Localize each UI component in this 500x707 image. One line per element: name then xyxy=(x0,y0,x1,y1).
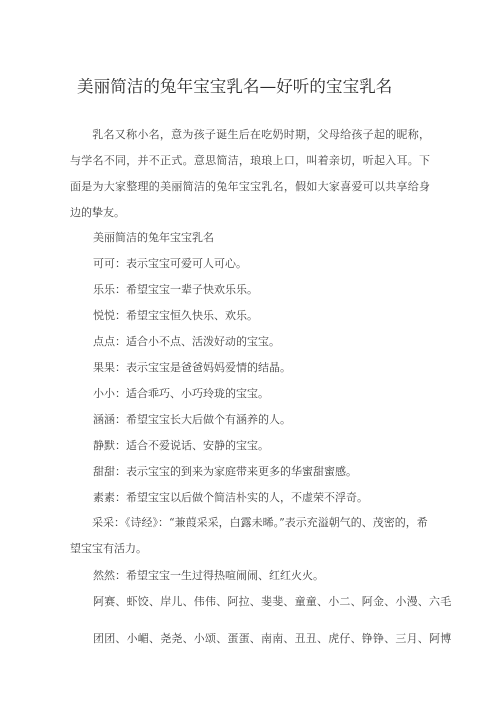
intro-paragraph xyxy=(70,122,430,226)
name-list-line: 团团、小嵋、尧尧、小颂、蛋蛋、南南、丑丑、虎仔、铮铮、三月、阿博 xyxy=(93,632,452,645)
name-entry: 素素：希望宝宝以后做个简洁朴实的人，不虚荣不浮奇。 xyxy=(93,491,368,504)
intro-text: 乳名又称小名，意为孩子诞生后在吃奶时期，父母给孩子起的昵称，与学名不同，并不正式。意思简洁，琅琅上口，叫着亲切，听起入耳。下面是为大家整理的美丽简洁的兔年宝宝乳名，假如大家喜爱可以共享给身边的挚友。 xyxy=(70,128,430,219)
name-entry: 点点：适合小不点、活泼好动的宝宝。 xyxy=(93,335,280,348)
name-entry: 小小：适合乖巧、小巧玲珑的宝宝。 xyxy=(93,387,269,400)
caicai-text: 采采：《诗经》：“兼葭采采，白露未晞。”表示充溢朝气的、茂密的，希望宝宝有活力。 xyxy=(70,516,428,555)
name-entry-caicai xyxy=(70,510,432,562)
name-entry: 涵涵：希望宝宝长大后做个有涵养的人。 xyxy=(93,413,291,426)
name-entry: 静默：适合不爱说话、安静的宝宝。 xyxy=(93,439,269,452)
name-entry: 悦悦：希望宝宝恒久快乐、欢乐。 xyxy=(93,309,258,322)
subheading: 美丽简洁的兔年宝宝乳名 xyxy=(93,231,214,244)
name-entry: 乐乐：希望宝宝一辈子快欢乐乐。 xyxy=(93,283,258,296)
name-entry: 可可：表示宝宝可爱可人可心。 xyxy=(93,257,247,270)
page-title: 美丽简洁的兔年宝宝乳名—好听的宝宝乳名 xyxy=(77,77,393,96)
name-entry: 甜甜：表示宝宝的到来为家庭带来更多的华蜜甜蜜感。 xyxy=(93,465,357,478)
name-entry-ranran: 然然：希望宝宝一生过得热喧闹闹、红红火火。 xyxy=(93,569,324,582)
name-list-line: 阿赛、虾饺、岸儿、伟伟、阿拉、斐斐、童童、小二、阿金、小漫、六毛 xyxy=(93,595,452,608)
name-entry: 果果：表示宝宝是爸爸妈妈爱情的结晶。 xyxy=(93,361,291,374)
